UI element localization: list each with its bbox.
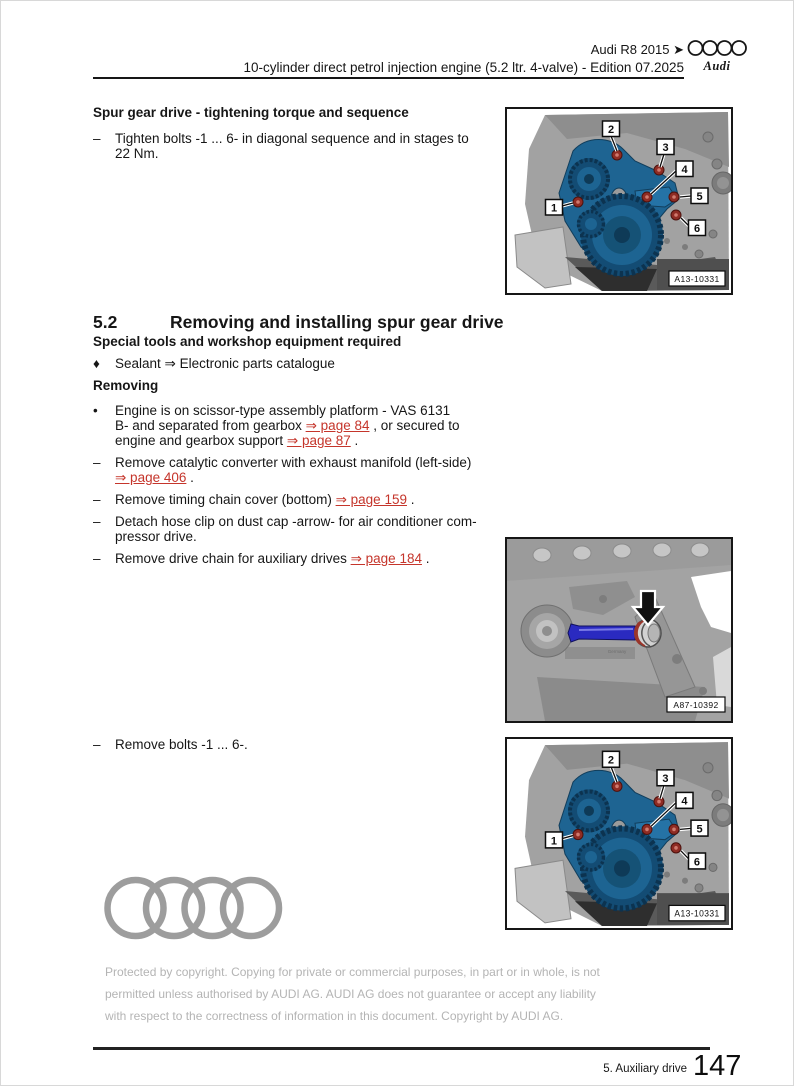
callout-2 [603,121,620,137]
list-item [93,403,505,448]
torque-section [93,105,505,168]
svg-text:A13-10331: A13-10331 [674,274,720,284]
callout-3 [657,770,674,786]
section-title: Removing and installing spur gear drive [170,312,504,332]
svg-text:3: 3 [662,142,669,154]
svg-text:3: 3 [662,773,669,786]
page-link[interactable]: ⇒ page 184 [350,551,422,566]
section-number: 5.2 [93,312,118,332]
list-item [93,514,505,544]
copyright-line: Protected by copyright. Copying for private or commercial purposes, in part or in whole, is not [105,965,600,979]
list-item [93,737,505,752]
audi-rings-watermark-icon [104,872,286,942]
later-steps [93,737,505,752]
footer-divider [93,1047,710,1050]
list-marker: – [93,551,101,566]
header-doc-title: 10-cylinder direct petrol injection engine (5.2 ltr. 4-valve) - Edition 07.2025 [243,60,684,75]
list-item-text: Remove drive chain for auxiliary drives ⇒ page 184 . [115,551,430,566]
svg-text:2: 2 [607,124,615,136]
svg-text:4: 4 [681,795,688,808]
figure-code-label [669,271,725,286]
tools-list [93,356,505,371]
removal-section [93,310,505,573]
list-item-text: Remove catalytic converter with exhaust manifold (left-side) ⇒ page 406 . [115,455,472,485]
removing-steps [93,403,505,566]
footer-chapter: 5. Auxiliary drive [603,1063,687,1075]
list-item-text: Remove bolts -1 ... 6-. [115,737,248,752]
list-item [93,551,505,566]
svg-text:A13-10331: A13-10331 [674,908,720,919]
svg-text:A87-10392: A87-10392 [673,700,719,710]
list-item-text: Sealant ⇒ Electronic parts catalogue [115,356,335,371]
header-divider [93,77,684,79]
list-item-text: Engine is on scissor-type assembly platform - VAS 6131 B- and separated from gearbox ⇒ page 84 , or secured to engine and gearbox support ⇒ page 87 . [115,403,460,448]
header-model-line: Audi R8 2015 ➤ [590,42,684,57]
section-heading [93,310,505,334]
remove-bolts-step [93,737,505,759]
figure-code-label [667,697,725,712]
highlighted-shaft [568,624,635,642]
callout-5 [691,820,708,836]
list-item [93,455,505,485]
figure-compressor-dust-cap [505,537,733,723]
callout-3 [657,139,674,155]
copyright-notice [105,961,665,1027]
list-marker: – [93,131,101,146]
list-item [93,356,505,371]
callout-1 [546,200,563,216]
callout-6 [689,853,706,869]
callout-2 [603,751,620,767]
figure-code-label [669,905,725,920]
list-marker: ♦ [93,356,100,371]
list-marker: – [93,492,101,507]
list-marker: • [93,403,98,418]
footer-page-number: 147 [693,1050,742,1082]
callout-6 [689,220,706,236]
audi-wordmark: Audi [703,59,731,73]
list-marker: – [93,455,101,470]
figure-spur-gear-bolt-sequence-top [505,107,733,295]
copyright-line: permitted unless authorised by AUDI AG. AUDI AG does not guarantee or accept any liability [105,987,596,1001]
list-item-text: Tighten bolts -1 ... 6- in diagonal sequence and in stages to 22 Nm. [115,131,469,161]
page-header [93,42,684,76]
list-marker: – [93,514,101,529]
list-item [93,131,505,161]
svg-text:1: 1 [550,202,558,215]
list-item-text: Detach hose clip on dust cap -arrow- for air conditioner com- pressor drive. [115,514,477,544]
germany-stamp: Germany [607,649,627,654]
page-link[interactable]: ⇒ page 159 [335,492,407,507]
page-link[interactable]: ⇒ page 406 [115,470,187,485]
svg-text:1: 1 [550,835,558,848]
callout-4 [676,792,693,808]
list-marker: – [93,737,101,752]
figure-spur-gear-bolt-sequence-bottom [505,737,733,930]
svg-text:4: 4 [681,164,688,176]
removing-heading: Removing [93,378,159,393]
svg-text:2: 2 [607,754,615,767]
callout-1 [546,832,563,848]
engine-side-illustration [507,539,731,721]
svg-text:5: 5 [696,823,703,836]
copyright-line: with respect to the correctness of information in this document. Copyright by AUDI AG. [105,1009,564,1023]
list-item [93,492,505,507]
tools-heading: Special tools and workshop equipment required [93,334,402,349]
torque-section-heading: Spur gear drive - tightening torque and sequence [93,105,409,120]
callout-4 [676,161,693,177]
page-link[interactable]: ⇒ page 84 [305,418,370,433]
callout-5 [691,188,708,204]
svg-text:6: 6 [693,856,701,869]
page-link[interactable]: ⇒ page 87 [286,433,351,448]
audi-logo-icon [687,39,747,75]
svg-text:5: 5 [696,191,703,203]
engine-spur-gear-illustration [507,739,731,928]
engine-spur-gear-illustration [507,109,731,293]
svg-text:6: 6 [693,223,701,235]
list-item-text: Remove timing chain cover (bottom) ⇒ page 159 . [115,492,415,507]
torque-steps [93,131,505,161]
